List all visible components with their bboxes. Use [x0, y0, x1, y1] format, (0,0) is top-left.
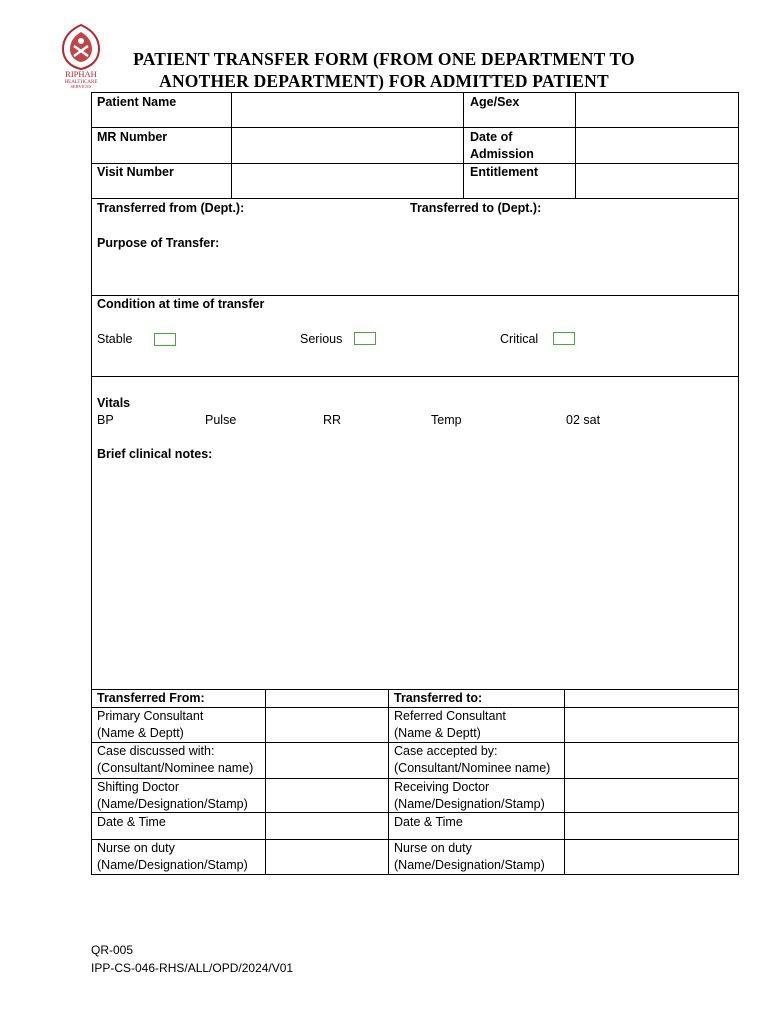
footer-code-1: QR-005: [91, 943, 134, 957]
age-sex-label: Age/Sex: [470, 95, 520, 109]
shifting-doctor-field[interactable]: [267, 780, 386, 811]
mr-number-field[interactable]: [233, 130, 461, 160]
case-accepted-sublabel: (Consultant/Nominee name): [394, 761, 551, 775]
date-of-admission-label-2: Admission: [470, 147, 534, 161]
case-discussed-label: Case discussed with:: [97, 744, 215, 758]
clinical-notes-label: Brief clinical notes:: [97, 447, 213, 461]
nurse-from-field[interactable]: [267, 841, 386, 873]
visit-number-field[interactable]: [233, 165, 461, 195]
primary-consultant-field[interactable]: [267, 709, 386, 741]
receiving-doctor-field[interactable]: [566, 780, 736, 811]
receiving-doctor-sublabel: (Name/Designation/Stamp): [394, 797, 545, 811]
rr-label: RR: [323, 413, 342, 427]
receiving-doctor-label: Receiving Doctor: [394, 780, 490, 794]
condition-heading: Condition at time of transfer: [97, 297, 265, 311]
date-time-to-field[interactable]: [566, 814, 736, 838]
date-of-admission-field[interactable]: [577, 130, 735, 160]
case-discussed-sublabel: (Consultant/Nominee name): [97, 761, 254, 775]
logo-text-2: HEALTHCARE: [64, 80, 98, 85]
date-of-admission-label-1: Date of: [470, 130, 513, 144]
referred-consultant-sublabel: (Name & Deptt): [394, 726, 481, 740]
entitlement-label: Entitlement: [470, 165, 539, 179]
shifting-doctor-label: Shifting Doctor: [97, 780, 179, 794]
title-line-1: PATIENT TRANSFER FORM (FROM ONE DEPARTMENT TO: [133, 49, 635, 69]
primary-consultant-sublabel: (Name & Deptt): [97, 726, 184, 740]
nurse-from-sublabel: (Name/Designation/Stamp): [97, 858, 248, 872]
shifting-doctor-sublabel: (Name/Designation/Stamp): [97, 797, 248, 811]
transferred-from-dept-label: Transferred from (Dept.):: [97, 201, 245, 215]
table-to-header: Transferred to:: [394, 691, 483, 705]
primary-consultant-label: Primary Consultant: [97, 709, 204, 723]
visit-number-label: Visit Number: [97, 165, 174, 179]
patient-name-label: Patient Name: [97, 95, 177, 109]
title-line-2: ANOTHER DEPARTMENT) FOR ADMITTED PATIENT: [159, 71, 609, 91]
age-sex-field[interactable]: [577, 95, 735, 125]
temp-label: Temp: [431, 413, 462, 427]
case-discussed-field[interactable]: [267, 744, 386, 777]
logo-text-1: RIPHAH: [65, 69, 97, 79]
serious-checkbox[interactable]: [354, 332, 376, 345]
date-time-from-label: Date & Time: [97, 815, 166, 829]
form-frame: [91, 92, 739, 875]
case-accepted-field[interactable]: [566, 744, 736, 777]
nurse-to-field[interactable]: [566, 841, 736, 873]
pulse-label: Pulse: [205, 413, 237, 427]
case-accepted-label: Case accepted by:: [394, 744, 498, 758]
clinical-notes-area[interactable]: [97, 465, 733, 687]
date-time-from-field[interactable]: [267, 814, 386, 838]
bp-label: BP: [97, 413, 114, 427]
nurse-from-label: Nurse on duty: [97, 841, 175, 855]
nurse-to-label: Nurse on duty: [394, 841, 472, 855]
mr-number-label: MR Number: [97, 130, 168, 144]
nurse-to-sublabel: (Name/Designation/Stamp): [394, 858, 545, 872]
riphah-logo: [56, 22, 106, 88]
entitlement-field[interactable]: [577, 165, 735, 195]
serious-label: Serious: [300, 332, 343, 346]
logo-text-3: SERVICES: [70, 84, 92, 88]
referred-consultant-label: Referred Consultant: [394, 709, 506, 723]
stable-checkbox[interactable]: [154, 333, 176, 346]
vitals-heading: Vitals: [97, 396, 131, 410]
date-time-to-label: Date & Time: [394, 815, 463, 829]
o2-sat-label: 02 sat: [566, 413, 601, 427]
purpose-of-transfer-label: Purpose of Transfer:: [97, 236, 220, 250]
transferred-to-dept-label: Transferred to (Dept.):: [410, 201, 542, 215]
table-from-header: Transferred From:: [97, 691, 205, 705]
footer-code-2: IPP-CS-046-RHS/ALL/OPD/2024/V01: [91, 961, 294, 975]
referred-consultant-field[interactable]: [566, 709, 736, 741]
form-title: [108, 48, 660, 92]
critical-label: Critical: [500, 332, 539, 346]
stable-label: Stable: [97, 332, 133, 346]
patient-name-field[interactable]: [233, 95, 461, 125]
critical-checkbox[interactable]: [553, 332, 575, 345]
